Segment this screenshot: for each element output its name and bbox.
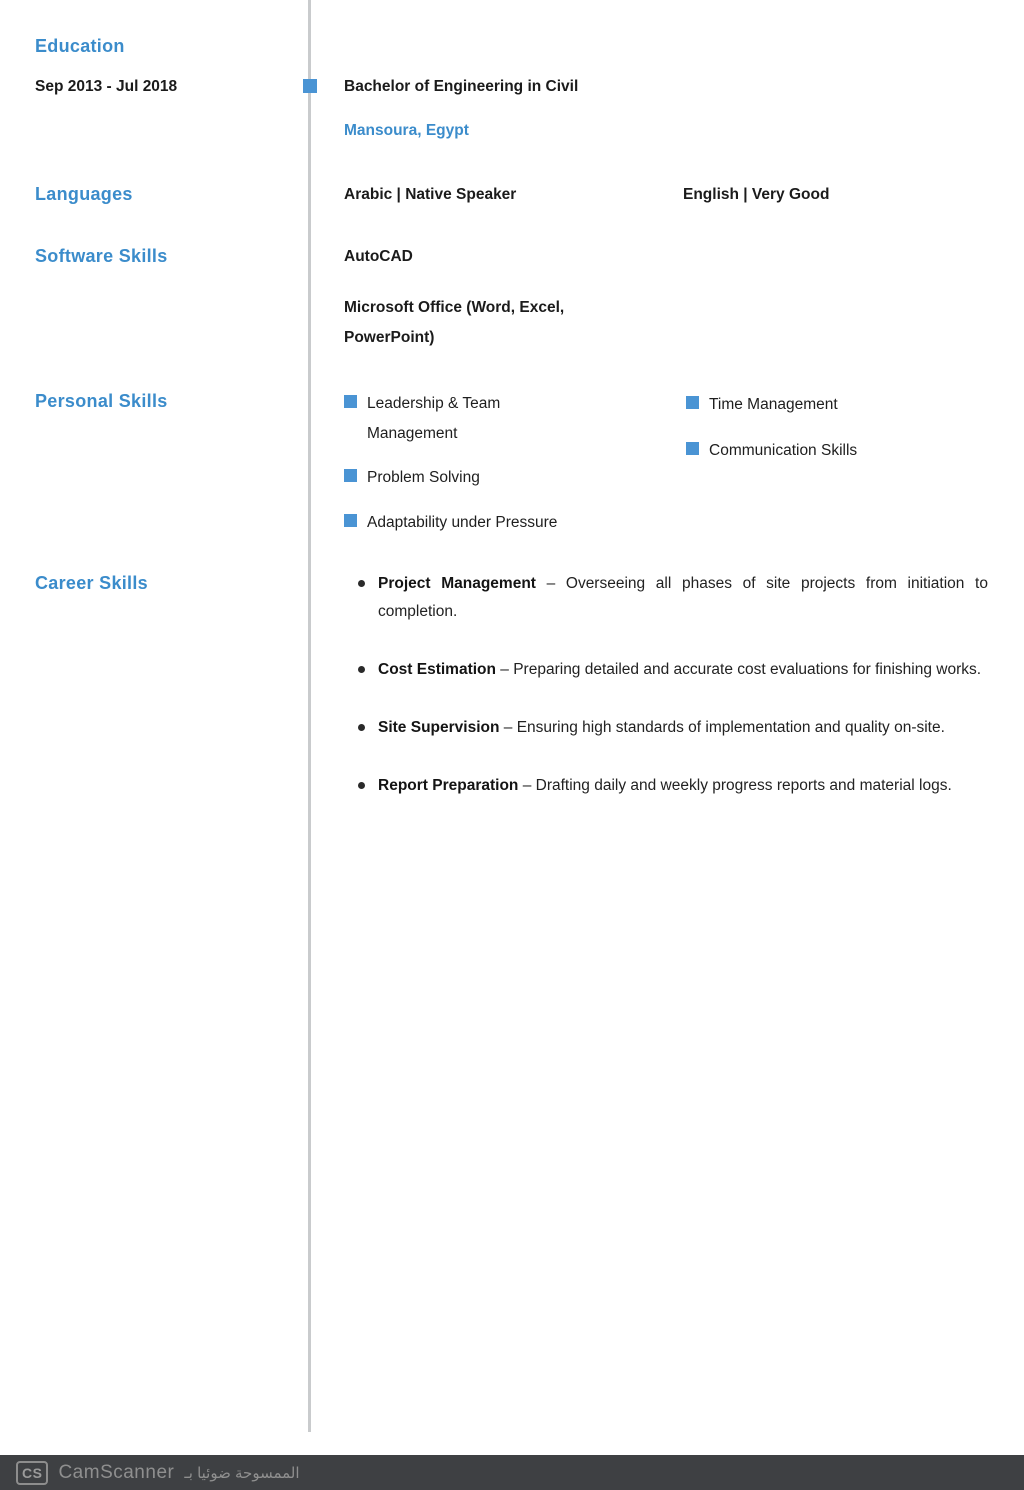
career-skill-title: Site Supervision xyxy=(378,719,500,736)
camscanner-brand: CamScanner xyxy=(58,1461,175,1483)
personal-skill-item xyxy=(344,508,557,538)
bullet-square-icon xyxy=(344,395,357,408)
bullet-dot-icon xyxy=(358,666,365,673)
language-arabic: Arabic | Native Speaker xyxy=(344,186,517,203)
section-heading-languages: Languages xyxy=(35,184,133,204)
career-skill-description: – Ensuring high standards of implementation and quality on-site. xyxy=(503,719,945,736)
education-degree: Bachelor of Engineering in Civil xyxy=(344,78,579,95)
personal-skill-item xyxy=(344,389,547,449)
bullet-square-icon xyxy=(686,396,699,409)
bullet-dot-icon xyxy=(358,724,365,731)
career-skill-description: – Preparing detailed and accurate cost evaluations for finishing works. xyxy=(500,661,982,678)
bullet-square-icon xyxy=(686,442,699,455)
language-english: English | Very Good xyxy=(683,186,830,203)
career-skill-item xyxy=(358,772,988,800)
education-location: Mansoura, Egypt xyxy=(344,122,469,139)
career-skill-title: Report Preparation xyxy=(378,777,519,794)
footer-bar xyxy=(0,1455,1024,1490)
section-heading-career-skills: Career Skills xyxy=(35,573,148,593)
camscanner-arabic-text: الممسوحة ضوئيا بـ xyxy=(184,1464,300,1482)
career-skill-description: – Drafting daily and weekly progress reports and material logs. xyxy=(522,777,952,794)
personal-skill-label: Leadership & Team Management xyxy=(367,395,501,442)
bullet-dot-icon xyxy=(358,580,365,587)
education-marker-icon xyxy=(303,79,317,93)
section-heading-software-skills: Software Skills xyxy=(35,246,168,266)
bullet-square-icon xyxy=(344,514,357,527)
career-skill-title: Project Management xyxy=(378,575,536,592)
personal-skill-item xyxy=(686,436,857,466)
career-skill-description: – Overseeing all phases of site projects from initiation to completion. xyxy=(378,575,988,620)
software-skill-autocad: AutoCAD xyxy=(344,248,413,265)
personal-skill-label: Time Management xyxy=(709,396,838,413)
career-skill-item xyxy=(358,714,988,742)
camscanner-logo-icon: CS xyxy=(16,1461,48,1485)
section-heading-personal-skills: Personal Skills xyxy=(35,391,168,411)
bullet-dot-icon xyxy=(358,782,365,789)
divider-line xyxy=(308,0,311,1432)
personal-skill-label: Adaptability under Pressure xyxy=(367,514,558,531)
career-skill-item xyxy=(358,570,988,626)
career-skills-list xyxy=(358,570,988,830)
section-heading-education: Education xyxy=(35,36,125,56)
bullet-square-icon xyxy=(344,469,357,482)
software-skill-ms-office: Microsoft Office (Word, Excel, PowerPoint) xyxy=(344,299,565,346)
personal-skill-label: Communication Skills xyxy=(709,442,858,459)
personal-skill-label: Problem Solving xyxy=(367,469,480,486)
career-skill-title: Cost Estimation xyxy=(378,661,496,678)
education-date-range: Sep 2013 - Jul 2018 xyxy=(35,78,178,95)
personal-skill-item xyxy=(686,390,838,420)
personal-skill-item xyxy=(344,463,480,493)
career-skill-item xyxy=(358,656,988,684)
